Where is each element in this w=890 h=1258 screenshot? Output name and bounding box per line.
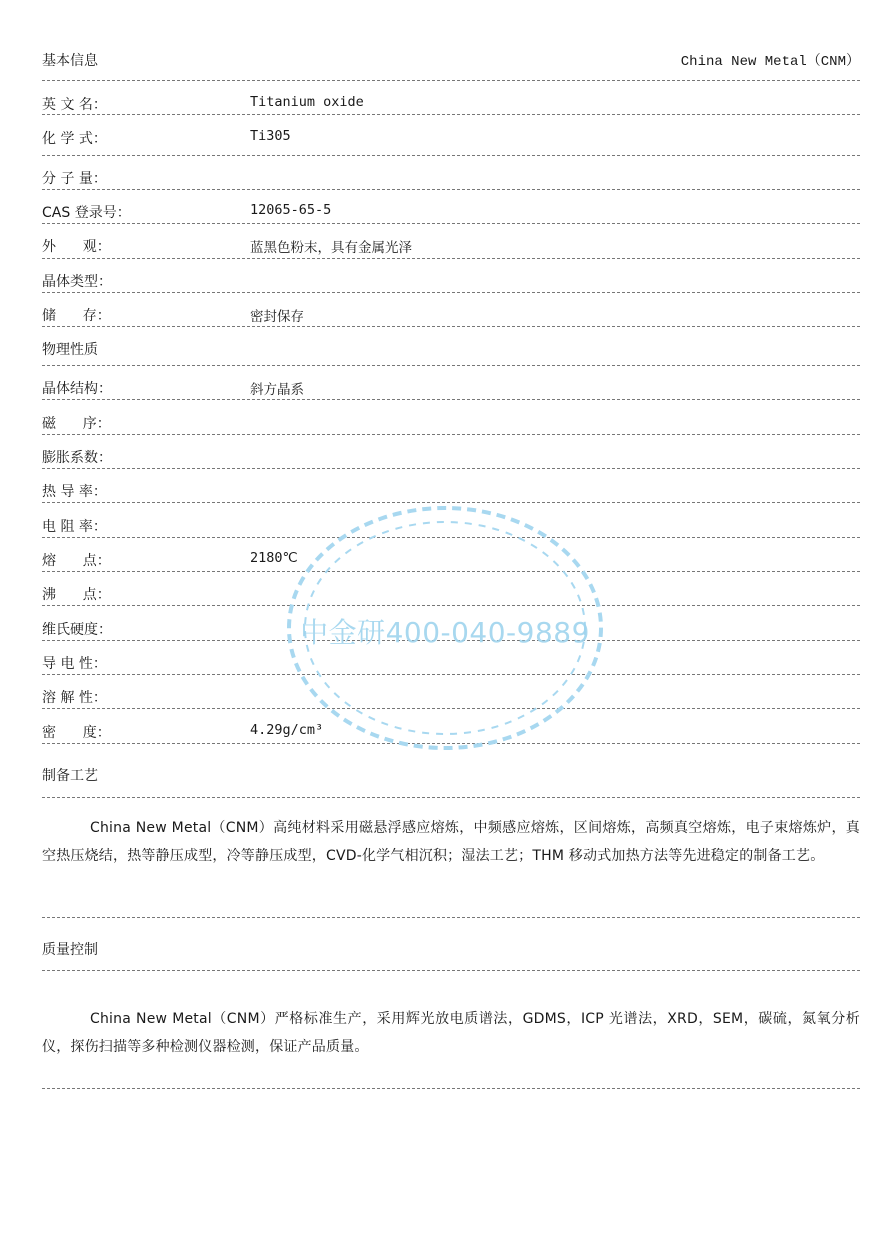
brand-name: China New Metal（CNM） xyxy=(680,54,860,70)
divider xyxy=(42,917,860,918)
divider xyxy=(42,571,860,572)
divider xyxy=(42,502,860,503)
prop-row-melting-point xyxy=(42,548,860,572)
prop-row-boiling-point xyxy=(42,582,860,606)
divider xyxy=(42,223,860,224)
divider xyxy=(42,537,860,538)
field-label: 分 子 量： xyxy=(42,171,107,187)
field-label: 熔 点： xyxy=(42,553,111,569)
prop-row-thermal-conductivity xyxy=(42,479,860,503)
divider xyxy=(42,114,860,115)
section-heading-quality: 质量控制 xyxy=(42,942,98,958)
divider xyxy=(42,434,860,435)
field-label: 溶 解 性： xyxy=(42,690,107,706)
field-label: 晶体结构： xyxy=(42,381,112,397)
divider xyxy=(42,468,860,469)
field-value: 密封保存 xyxy=(250,309,304,325)
field-label: 外 观： xyxy=(42,239,111,255)
field-label: 热 导 率： xyxy=(42,484,107,500)
divider xyxy=(42,258,860,259)
field-label: 导 电 性： xyxy=(42,656,107,672)
prop-row-crystal-structure xyxy=(42,376,860,400)
page-header xyxy=(42,48,860,72)
field-label: 沸 点： xyxy=(42,587,111,603)
field-label: 储 存： xyxy=(42,308,111,324)
divider xyxy=(42,640,860,641)
section-heading-basic-info: 基本信息 xyxy=(42,53,98,69)
field-label: 磁 序： xyxy=(42,416,111,432)
field-label: 电 阻 率： xyxy=(42,519,107,535)
info-row-formula xyxy=(42,126,860,150)
field-label: 化 学 式： xyxy=(42,131,107,147)
field-label: CAS 登录号： xyxy=(42,205,131,221)
field-label: 维氏硬度： xyxy=(42,622,112,638)
prop-row-conductivity xyxy=(42,651,860,675)
info-row-crystal-type xyxy=(42,269,860,293)
field-label: 晶体类型： xyxy=(42,274,112,290)
info-row-appearance xyxy=(42,234,860,258)
preparation-paragraph: China New Metal（CNM）高纯材料采用磁悬浮感应熔炼，中频感应熔炼，区间熔炼，高频真空熔炼，电子束熔炼炉，真空热压烧结，热等静压成型，冷等静压成型，CVD-化学气相沉积；湿法工艺；THM 移动式加热方法等先进稳定的制备工艺。 xyxy=(42,820,860,864)
info-row-cas xyxy=(42,200,860,224)
divider xyxy=(42,80,860,81)
divider xyxy=(42,605,860,606)
divider xyxy=(42,743,860,744)
prop-row-magnetic-order xyxy=(42,411,860,435)
divider xyxy=(42,365,860,366)
divider xyxy=(42,399,860,400)
prop-row-expansion xyxy=(42,445,860,469)
field-value: 2180℃ xyxy=(250,550,298,566)
field-value: 斜方晶系 xyxy=(250,382,304,398)
field-value: 蓝黑色粉末，具有金属光泽 xyxy=(250,240,412,256)
field-value: Titanium oxide xyxy=(250,94,364,110)
section-heading-physical: 物理性质 xyxy=(42,342,98,358)
watermark-text: 中金研400-040-9889 xyxy=(300,616,590,649)
divider xyxy=(42,326,860,327)
field-value: 4.29g/cm³ xyxy=(250,722,324,738)
field-label: 英 文 名： xyxy=(42,97,107,113)
field-value: 12065-65-5 xyxy=(250,202,332,218)
quality-paragraph: China New Metal（CNM）严格标准生产，采用辉光放电质谱法，GDMS，ICP 光谱法，XRD，SEM，碳硫，氮氧分析仪，探伤扫描等多种检测仪器检测，保证产品质量。 xyxy=(42,1011,860,1055)
prop-row-solubility xyxy=(42,685,860,709)
prop-row-vickers-hardness xyxy=(42,617,860,641)
divider xyxy=(42,1088,860,1089)
field-label: 密 度： xyxy=(42,725,111,741)
info-row-english-name xyxy=(42,92,860,116)
field-label: 膨胀系数： xyxy=(42,450,112,466)
divider xyxy=(42,970,860,971)
info-row-molecular-weight xyxy=(42,166,860,190)
prop-row-resistivity xyxy=(42,514,860,538)
divider xyxy=(42,674,860,675)
field-value: Ti305 xyxy=(250,128,291,144)
divider xyxy=(42,155,860,156)
divider xyxy=(42,189,860,190)
divider xyxy=(42,797,860,798)
divider xyxy=(42,292,860,293)
section-heading-preparation: 制备工艺 xyxy=(42,768,98,784)
divider xyxy=(42,708,860,709)
info-row-storage xyxy=(42,303,860,327)
prop-row-density xyxy=(42,720,860,744)
